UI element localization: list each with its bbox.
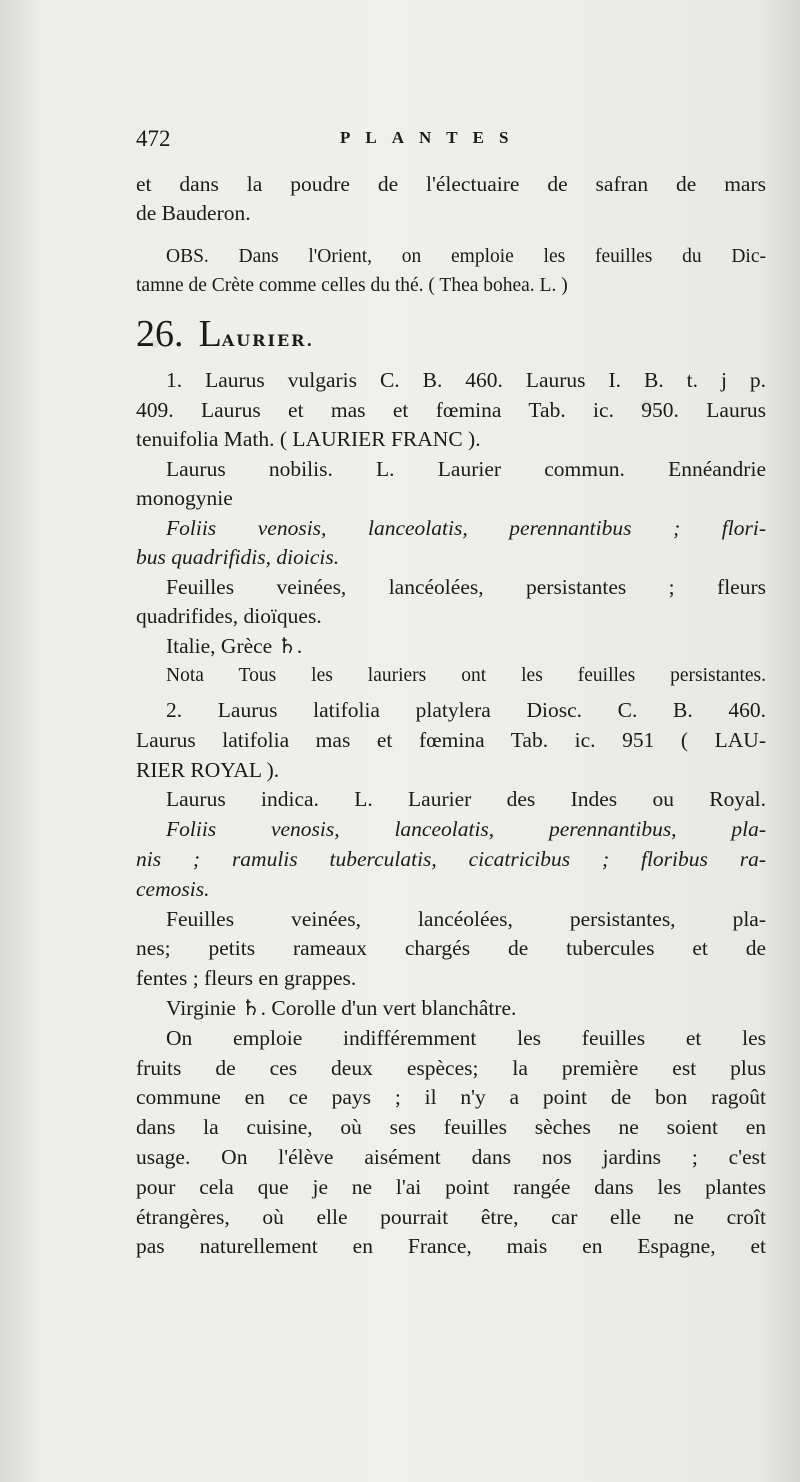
section-heading (136, 312, 766, 360)
text-line: quadrifides, dioïques. (136, 604, 322, 628)
text-line: 2. Laurus latifolia platylera Diosc. C. B. 460. (166, 698, 766, 722)
text-line: monogynie (136, 486, 233, 510)
text-line: Foliis venosis, lanceolatis, perennantibus, pla- (166, 817, 766, 842)
text-line: Foliis venosis, lanceolatis, perennantibus ; flori- (166, 515, 766, 540)
paragraph-1 (136, 170, 766, 227)
text-line: Italie, Grèce ♄. (166, 633, 303, 658)
text-line: 409. Laurus et mas et fœmina Tab. ic. 950. Laurus (136, 397, 766, 422)
heading-rest: AURIER. (221, 331, 315, 350)
text-line: tenuifolia Math. ( LAURIER FRANC ). (136, 427, 481, 451)
text-line: Laurus indica. L. Laurier des Indes ou Royal. (166, 787, 766, 812)
entry-2 (136, 696, 766, 1262)
text-line: fentes ; fleurs en grappes. (136, 966, 357, 991)
text-line: Virginie ♄. Corolle d'un vert blanchâtre. (166, 995, 517, 1020)
text-line: nis ; ramulis tuberculatis, cicatricibus ; floribus ra- (136, 846, 766, 871)
text-line: étrangères, où elle pourrait être, car elle ne croît (136, 1204, 766, 1229)
text-line: bus quadrifidis, dioicis. (136, 545, 340, 569)
text-line: de Bauderon. (136, 200, 251, 225)
text-line: Laurus nobilis. L. Laurier commun. Ennéandrie (166, 456, 766, 481)
text-line: Laurus latifolia mas et fœmina Tab. ic. 951 ( LAU- (136, 727, 766, 752)
text-line: Feuilles veinées, lancéolées, persistantes ; fleurs (166, 574, 766, 599)
text-line: On emploie indifféremment les feuilles et les (166, 1025, 766, 1050)
text-line: cemosis. (136, 876, 210, 901)
entry-1 (136, 366, 766, 691)
text-line: Feuilles veinées, lancéolées, persistantes, pla- (166, 906, 766, 931)
text-line: usage. On l'élève aisément dans nos jardins ; c'est (136, 1144, 766, 1169)
text-line: tamne de Crète comme celles du thé. ( Thea bohea. L. ) (136, 275, 568, 296)
text-line: nes; petits rameaux chargés de tubercules et de (136, 936, 766, 961)
heading-initial: L (198, 313, 222, 355)
obs-paragraph (136, 242, 766, 300)
text-line: RIER ROYAL ). (136, 757, 280, 782)
text-line: pas naturellement en France, mais en Espagne, et (136, 1234, 766, 1259)
text-line: OBS. Dans l'Orient, on emploie les feuilles du Dic- (166, 246, 766, 267)
text-line: Nota Tous les lauriers ont les feuilles persistantes. (166, 665, 766, 686)
text-line: et dans la poudre de l'électuaire de safran de mars (136, 172, 766, 196)
text-line: dans la cuisine, où ses feuilles sèches ne soient en (136, 1115, 766, 1140)
running-title: PLANTES (340, 128, 524, 147)
text-line: pour cela que je ne l'ai point rangée dans les plantes (136, 1174, 766, 1199)
text-line: commune en ce pays ; il n'y a point de bon ragoût (136, 1085, 766, 1110)
text-line: fruits de ces deux espèces; la première est plus (136, 1055, 766, 1080)
page-header (136, 124, 766, 154)
page-number: 472 (136, 126, 171, 151)
heading-number: 26. (136, 313, 184, 355)
text-line: 1. Laurus vulgaris C. B. 460. Laurus I. B. t. j p. (166, 368, 766, 392)
